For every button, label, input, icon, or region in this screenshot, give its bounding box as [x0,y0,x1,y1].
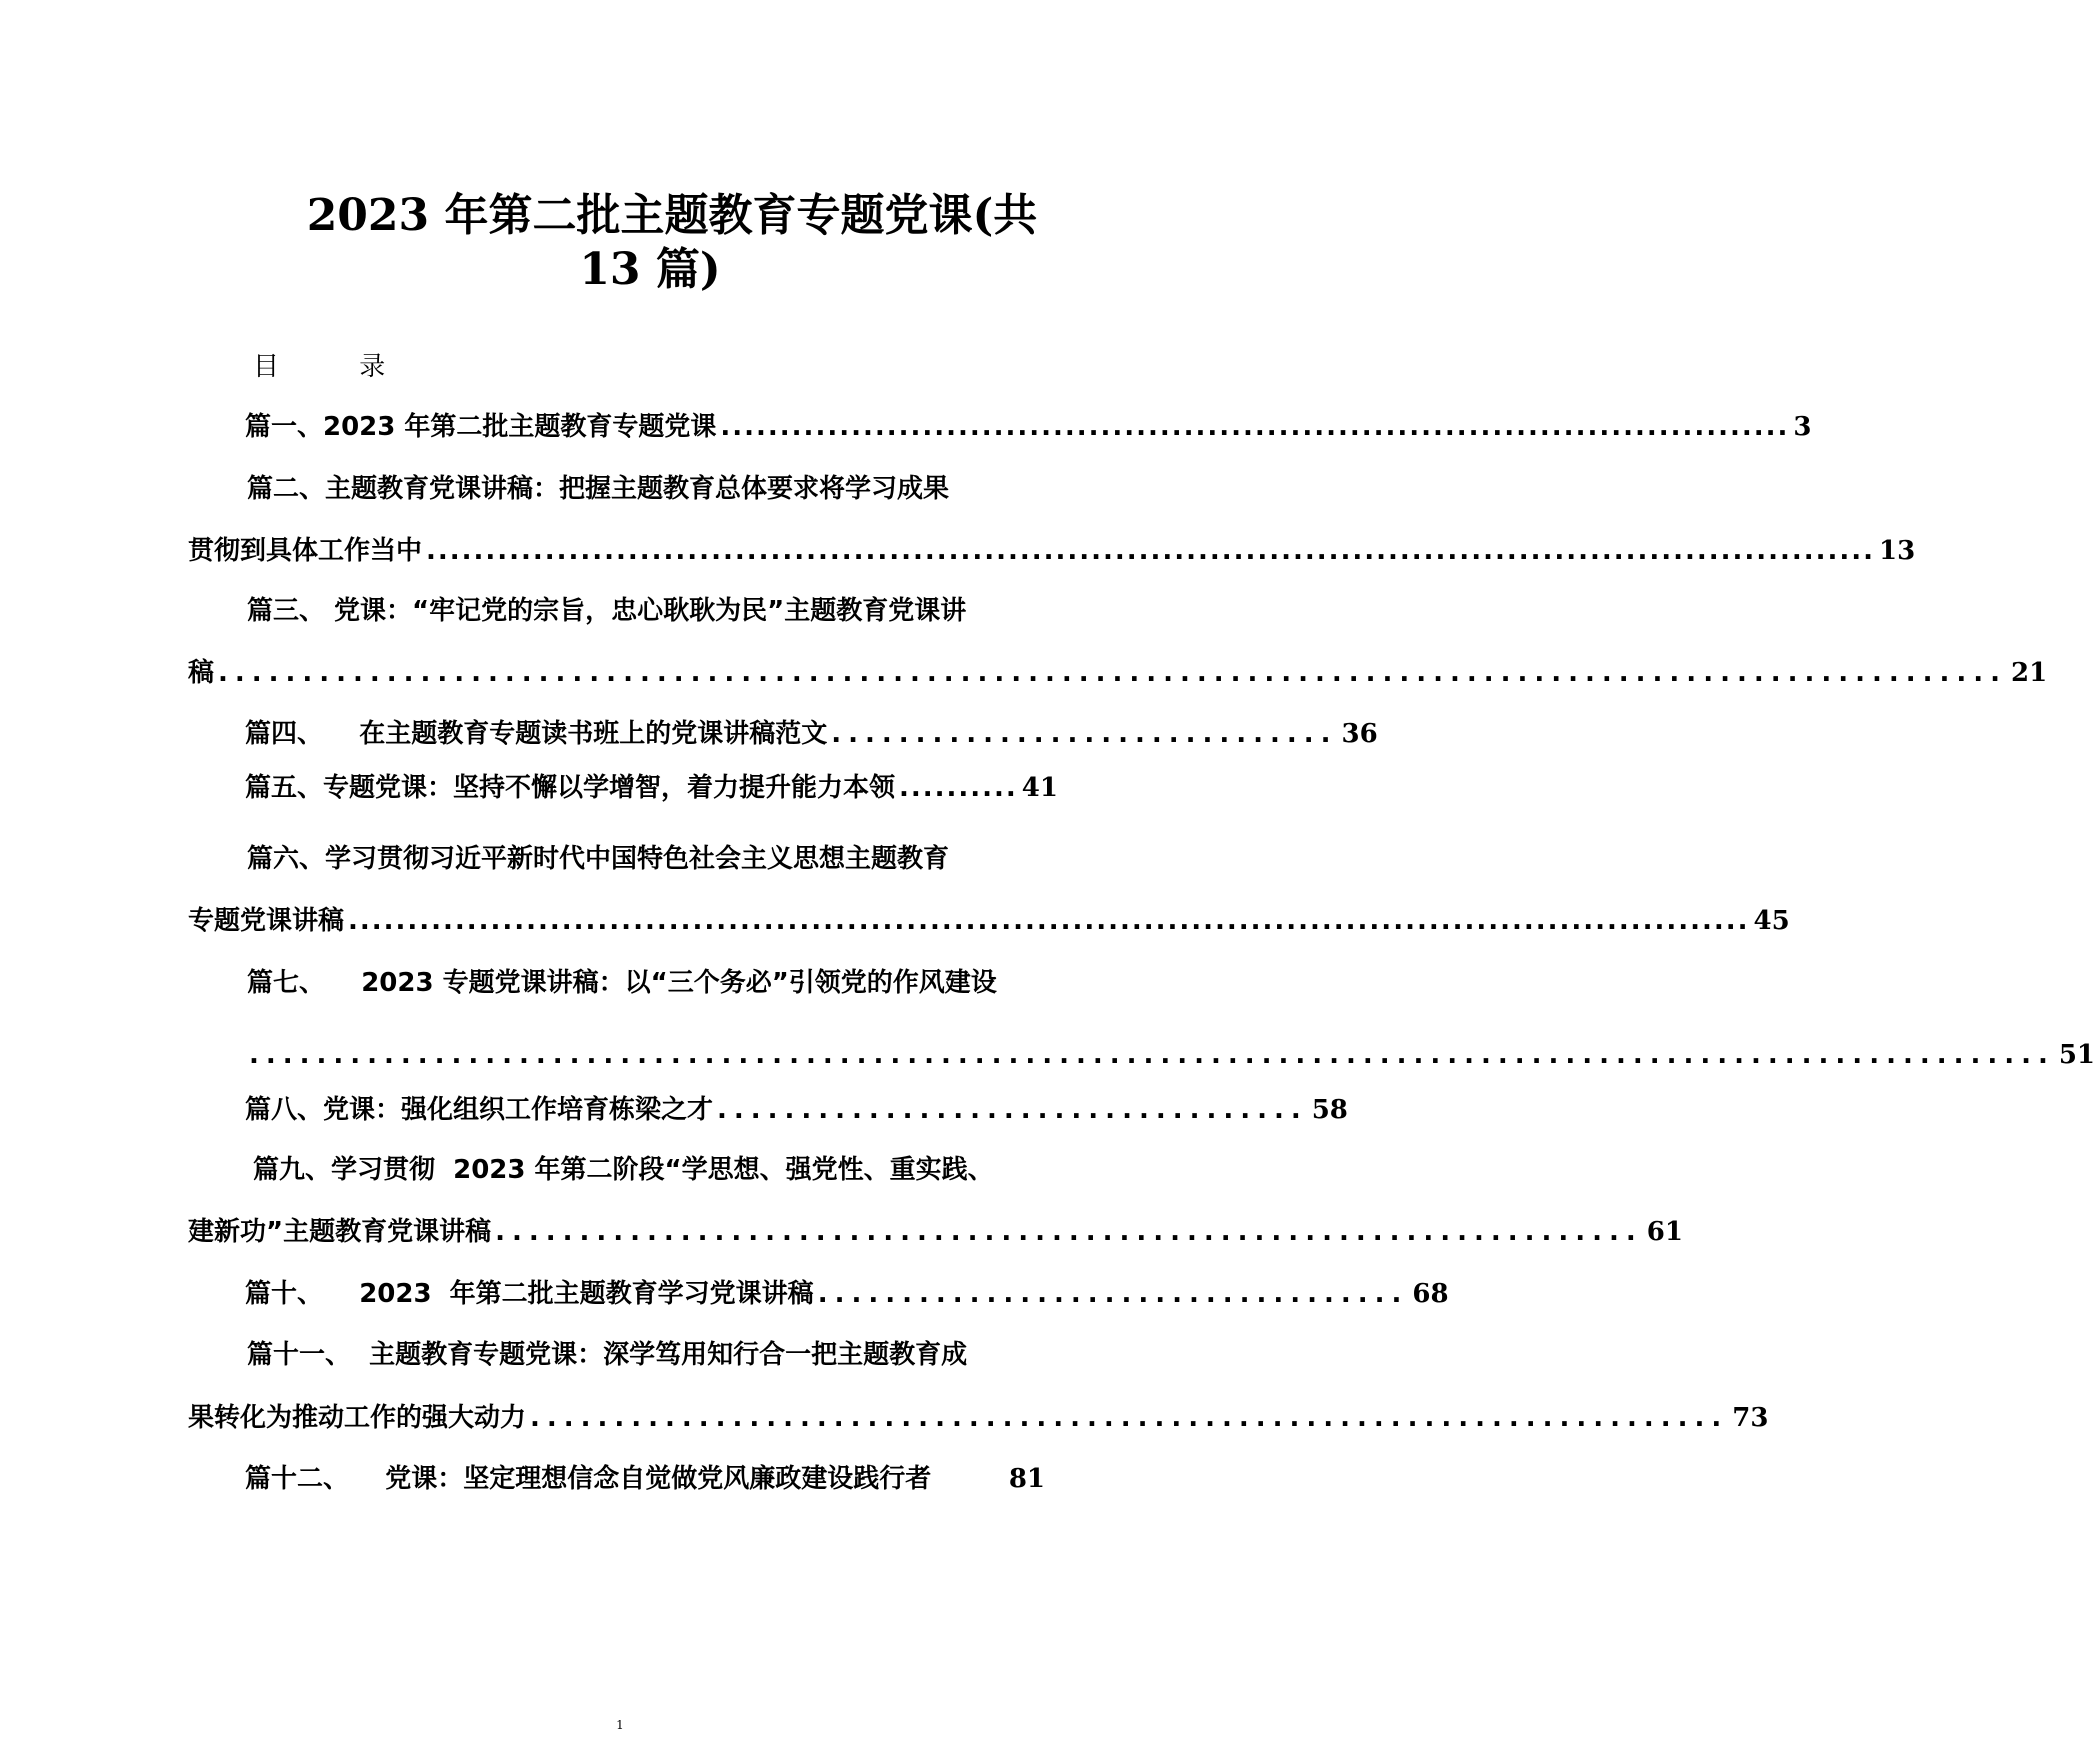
toc-entry-1-page: 3 [1793,412,1812,442]
toc-entry-7-page: 51 [2058,1040,2095,1070]
toc-entry-3-line-1[interactable]: 篇三、 党课：“牢记党的宗旨，忠心耿耿为民”主题教育党课讲 [247,596,967,626]
toc-entry-11-label: 果转化为推动工作的强大动力 [188,1403,527,1433]
toc-entry-1[interactable] [245,410,1812,444]
toc-entry-12[interactable] [245,1462,1045,1496]
toc-entry-9[interactable] [188,1215,1683,1249]
toc-entry-5-page: 41 [1021,773,1058,803]
toc-entry-11-leader: ....................................................................... [530,1403,1729,1433]
toc-entry-10[interactable] [245,1277,1449,1311]
toc-entry-3-label: 稿 [188,658,215,688]
toc-entry-3-leader: .......................................................................................................... [218,658,2007,688]
toc-entry-7-leader: ........................................................................................................... [249,1040,2055,1070]
toc-entry-6[interactable] [188,904,1790,938]
toc-entry-8-label: 篇八、党课：强化组织工作培育栋梁之才 [245,1095,714,1125]
toc-entry-7[interactable] [245,1038,2095,1072]
toc-entry-3-page: 21 [2010,658,2048,688]
toc-entry-8-leader: ................................... [717,1095,1308,1125]
toc-entry-6-page: 45 [1753,906,1790,936]
page-number: 1 [616,1718,624,1732]
toc-entry-10-leader: ................................... [817,1279,1409,1309]
toc-entry-7-line-1[interactable]: 篇七、 2023 专题党课讲稿：以“三个务必”引领党的作风建设 [247,968,997,998]
toc-entry-9-page: 61 [1646,1217,1683,1247]
toc-heading: 目 录 [253,352,422,382]
toc-entry-4-leader: .............................. [831,719,1338,749]
toc-entry-2[interactable] [188,534,1916,568]
toc-entry-4-label: 篇四、 在主题教育专题读书班上的党课讲稿范文 [245,719,828,749]
toc-entry-10-page: 68 [1412,1279,1449,1309]
document-title-line-1: 2023 年第二批主题教育专题党课(共 [306,190,1038,241]
toc-entry-2-line-1[interactable]: 篇二、主题教育党课讲稿：把握主题教育总体要求将学习成果 [247,474,950,504]
toc-entry-2-leader: .......................................................................................................................... [426,536,1876,566]
toc-entry-2-label: 贯彻到具体工作当中 [188,536,423,566]
toc-entry-9-label: 建新功”主题教育党课讲稿 [188,1217,492,1247]
toc-entry-6-label: 专题党课讲稿 [188,906,345,936]
toc-entry-6-line-1[interactable]: 篇六、学习贯彻习近平新时代中国特色社会主义思想主题教育 [247,844,950,874]
toc-entry-5[interactable] [245,771,1058,805]
toc-entry-8-page: 58 [1311,1095,1348,1125]
toc-entry-12-label: 篇十二、 党课：坚定理想信念自觉做党风廉政建设践行者 [245,1464,932,1494]
toc-entry-1-leader: .......................................................................................... [720,412,1790,442]
toc-entry-11[interactable] [188,1401,1769,1435]
toc-entry-11-line-1[interactable]: 篇十一、 主题教育专题党课：深学笃用知行合一把主题教育成 [247,1340,968,1370]
toc-entry-4[interactable] [245,717,1378,751]
toc-entry-4-page: 36 [1341,719,1378,749]
toc-entry-6-leader: ...................................................................................................................... [348,906,1750,936]
toc-entry-9-leader: .................................................................... [495,1217,1643,1247]
document-title-line-2-text: 13 篇) [579,244,721,295]
toc-entry-8[interactable] [245,1093,1348,1127]
toc-entry-5-label: 篇五、专题党课：坚持不懈以学增智，着力提升能力本领 [245,773,896,803]
toc-entry-2-page: 13 [1879,536,1916,566]
toc-entry-5-leader: .......... [899,773,1018,803]
toc-entry-3[interactable] [188,656,2048,690]
toc-entry-12-page: 81 [1008,1464,1045,1494]
toc-entry-1-label: 篇一、2023 年第二批主题教育专题党课 [245,412,717,442]
toc-entry-10-label: 篇十、 2023 年第二批主题教育学习党课讲稿 [245,1279,814,1309]
document-title-line-2 [30,222,1270,300]
toc-entry-9-line-1[interactable]: 篇九、学习贯彻 2023 年第二阶段“学思想、强党性、重实践、 [253,1155,994,1185]
toc-entry-11-page: 73 [1732,1403,1769,1433]
